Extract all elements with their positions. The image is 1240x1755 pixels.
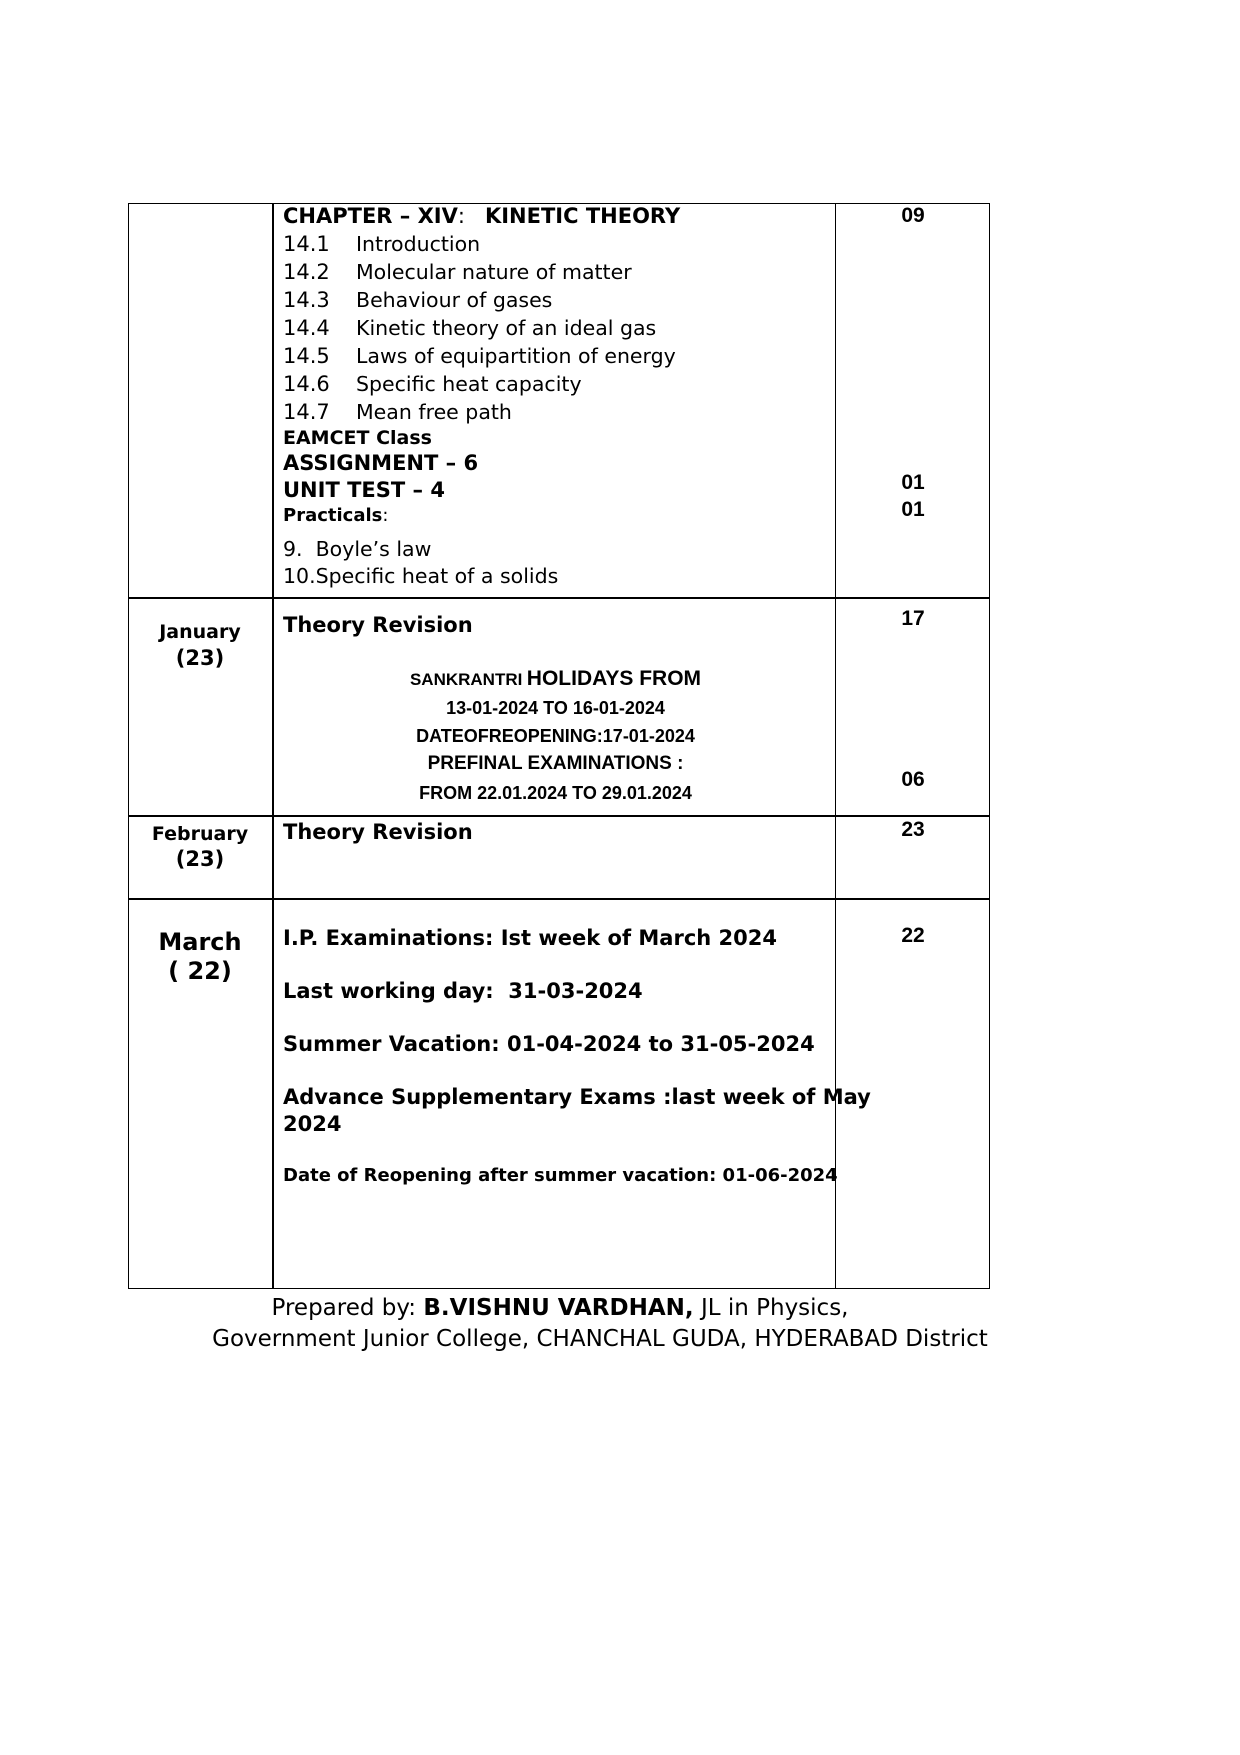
month-january xyxy=(128,619,272,671)
period-count: 06 xyxy=(901,768,925,791)
month-february xyxy=(128,822,272,872)
reopening-date: DATEOFREOPENING:17-01-2024 xyxy=(416,726,695,746)
supplementary-exam-line: Advance Supplementary Exams :last week of May xyxy=(283,1085,871,1109)
period-count: 09 xyxy=(901,204,925,227)
ip-exam-line: I.P. Examinations: Ist week of March 2024 xyxy=(283,926,777,950)
topic-item: 14.3 Behaviour of gases xyxy=(283,288,553,312)
month-name: January xyxy=(159,621,241,643)
month-days: ( 22) xyxy=(168,957,232,985)
prepared-by-line xyxy=(0,1295,1180,1321)
january-content-cell xyxy=(274,599,835,815)
topic-item: 14.5 Laws of equipartition of energy xyxy=(283,344,676,368)
chapter-separator: : xyxy=(457,204,465,228)
chapter-periods-cell xyxy=(836,203,990,597)
college-line: Government Junior College, CHANCHAL GUDA, HYDERABAD District xyxy=(212,1326,988,1352)
holiday-dates: 13-01-2024 TO 16-01-2024 xyxy=(446,698,665,718)
topic-item: 14.6 Specific heat capacity xyxy=(283,372,582,396)
march-periods-cell xyxy=(836,900,990,1288)
month-days: (23) xyxy=(175,646,225,670)
period-count: 22 xyxy=(901,924,925,947)
month-name: February xyxy=(151,823,249,845)
period-count: 23 xyxy=(901,818,925,841)
practical-item: 9. Boyle’s law xyxy=(283,537,432,561)
topic-item: 14.4 Kinetic theory of an ideal gas xyxy=(283,316,657,340)
topic-item: 14.7 Mean free path xyxy=(283,400,512,424)
author-designation: JL in Physics, xyxy=(700,1295,849,1321)
practical-item: 10.Specific heat of a solids xyxy=(283,564,559,588)
author-name: B.VISHNU VARDHAN, xyxy=(423,1295,694,1321)
table-border-left xyxy=(128,203,129,1289)
unit-test-label: UNIT TEST – 4 xyxy=(283,478,445,502)
eamcet-class: EAMCET Class xyxy=(283,427,432,449)
theory-revision-label: Theory Revision xyxy=(283,820,473,844)
schedule-table xyxy=(128,203,990,1289)
chapter-heading xyxy=(283,204,680,228)
chapter-title: KINETIC THEORY xyxy=(484,204,681,228)
last-working-day-line: Last working day: 31-03-2024 xyxy=(283,979,643,1003)
prefinal-heading: PREFINAL EXAMINATIONS : xyxy=(427,753,684,774)
practicals-heading: Practicals: xyxy=(283,505,389,526)
supplementary-exam-year: 2024 xyxy=(283,1112,342,1136)
month-march xyxy=(128,928,272,986)
month-name: March xyxy=(158,928,242,956)
period-count: 01 xyxy=(901,498,925,521)
chapter-number: CHAPTER – XIV xyxy=(283,204,458,228)
topic-item: 14.1 Introduction xyxy=(283,232,481,256)
february-periods-cell xyxy=(836,817,990,898)
prepared-by-label: Prepared by: xyxy=(271,1295,417,1321)
period-count: 17 xyxy=(901,607,925,630)
topic-item: 14.2 Molecular nature of matter xyxy=(283,260,632,284)
theory-revision-label: Theory Revision xyxy=(283,613,473,637)
period-count: 01 xyxy=(901,471,925,494)
month-days: (23) xyxy=(175,847,225,871)
prefinal-dates: FROM 22.01.2024 TO 29.01.2024 xyxy=(419,783,692,803)
january-periods-cell xyxy=(836,599,990,815)
assignment-label: ASSIGNMENT – 6 xyxy=(283,451,479,475)
holiday-heading: SANKRANTRI HOLIDAYS FROM xyxy=(409,667,702,690)
table-border-bottom xyxy=(128,1288,990,1289)
summer-vacation-line: Summer Vacation: 01-04-2024 to 31-05-2024 xyxy=(283,1032,815,1056)
reopening-after-summer: Date of Reopening after summer vacation: 01-06-2024 xyxy=(283,1165,838,1186)
